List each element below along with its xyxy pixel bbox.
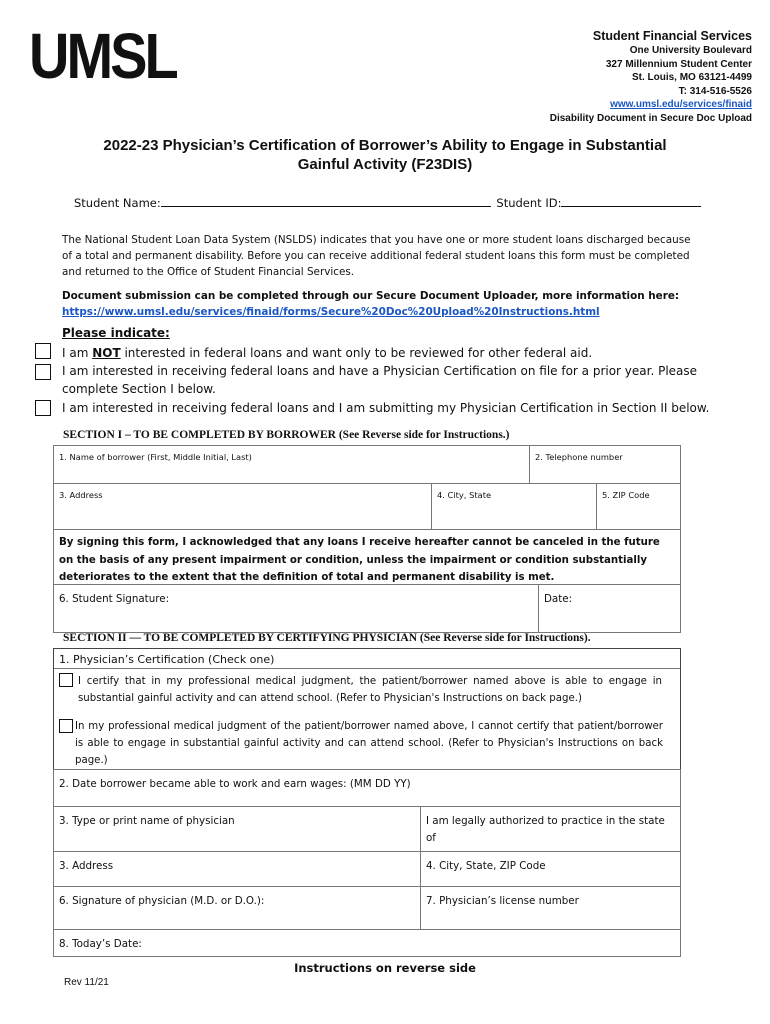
upload-note: Disability Document in Secure Doc Upload bbox=[549, 112, 752, 124]
please-indicate-heading: Please indicate: bbox=[62, 326, 170, 340]
borrower-address-field[interactable] bbox=[53, 483, 432, 530]
physician-address-label: 3. Address bbox=[59, 860, 114, 872]
student-date-label: Date: bbox=[544, 593, 573, 605]
website-link[interactable]: www.umsl.edu/services/finaid bbox=[610, 99, 752, 111]
date-able-field[interactable] bbox=[53, 769, 681, 807]
telephone-label: 2. Telephone number bbox=[535, 452, 623, 462]
physician-signature-field[interactable] bbox=[53, 886, 421, 930]
city-state-field[interactable] bbox=[431, 483, 597, 530]
student-name-field[interactable] bbox=[161, 194, 491, 207]
section-1-heading: SECTION I – TO BE COMPLETED BY BORROWER (See Reverse side for Instructions.) bbox=[63, 429, 510, 441]
student-info-row bbox=[74, 194, 701, 210]
physician-name-label: 3. Type or print name of physician bbox=[59, 815, 235, 827]
option-3-checkbox[interactable] bbox=[35, 400, 51, 416]
submission-text: Document submission can be completed through our Secure Document Uploader, more information here: bbox=[62, 290, 680, 302]
physician-signature-label: 6. Signature of physician (M.D. or D.O.): bbox=[59, 895, 265, 907]
city-state-label: 4. City, State bbox=[437, 490, 492, 500]
option-1-text bbox=[62, 344, 702, 362]
address-line-3: St. Louis, MO 63121-4499 bbox=[631, 72, 752, 84]
cert-able-checkbox[interactable] bbox=[59, 673, 73, 687]
submission-link[interactable]: https://www.umsl.edu/services/finaid/forms/Secure%20Doc%20Upload%20Instructions.html bbox=[62, 306, 600, 318]
option-2-text: I am interested in receiving federal loans and have a Physician Certification on file for a prior year. Please complete Section I below. bbox=[62, 364, 698, 396]
form-title-line-1: 2022-23 Physician’s Certification of Borrower’s Ability to Engage in Substantial bbox=[103, 137, 667, 154]
section-2-heading: SECTION II — TO BE COMPLETED BY CERTIFYING PHYSICIAN (See Reverse side for Instructions). bbox=[63, 632, 591, 644]
option-1-checkbox[interactable] bbox=[35, 343, 51, 359]
student-signature-field[interactable] bbox=[53, 584, 539, 633]
phone-line: T: 314-516-5526 bbox=[678, 85, 752, 97]
option-3-text: I am interested in receiving federal loans and I am submitting my Physician Certification in Section II below. bbox=[62, 401, 710, 415]
student-id-label: Student ID: bbox=[496, 196, 562, 210]
student-date-field[interactable] bbox=[538, 584, 681, 633]
borrower-name-field[interactable] bbox=[53, 445, 530, 484]
zip-label: 5. ZIP Code bbox=[602, 490, 650, 500]
borrower-address-label: 3. Address bbox=[59, 490, 103, 500]
address-line-2: 327 Millennium Student Center bbox=[605, 58, 752, 70]
address-line-1: One University Boulevard bbox=[629, 45, 752, 56]
form-title bbox=[40, 136, 730, 174]
option-2-checkbox[interactable] bbox=[35, 364, 51, 380]
form-title-line-2: Gainful Activity (F23DIS) bbox=[297, 156, 473, 173]
physician-city-zip-label: 4. City, State, ZIP Code bbox=[426, 860, 546, 872]
telephone-field[interactable] bbox=[529, 445, 681, 484]
physician-address-field[interactable] bbox=[53, 851, 421, 887]
option-1-pre: I am bbox=[62, 346, 93, 360]
certification-divider bbox=[54, 668, 680, 669]
cert-unable-text: In my professional medical judgment of the patient/borrower named above, I cannot certify that patient/borrower is able to engage in substantial gainful activity and can attend school. (Refer to Physician's Instructions on back page.) bbox=[75, 721, 663, 766]
authorized-state-label: I am legally authorized to practice in the state of bbox=[426, 815, 665, 844]
cert-unable-checkbox[interactable] bbox=[59, 719, 73, 733]
license-number-field[interactable] bbox=[420, 886, 681, 930]
borrower-name-label: 1. Name of borrower (First, Middle Initial, Last) bbox=[59, 452, 252, 462]
license-number-label: 7. Physician’s license number bbox=[426, 895, 579, 907]
physician-name-field[interactable] bbox=[53, 806, 421, 852]
intro-paragraph: The National Student Loan Data System (NSLDS) indicates that you have one or more student loans discharged because of a total and permanent disability. Before you can receive additional federal student loans this form must be completed and returned to the Office of Student Financial Services. bbox=[62, 234, 691, 278]
todays-date-field[interactable] bbox=[53, 929, 681, 957]
instructions-note: Instructions on reverse side bbox=[294, 961, 476, 975]
student-name-label: Student Name: bbox=[74, 196, 161, 210]
zip-field[interactable] bbox=[596, 483, 681, 530]
option-1-post: interested in federal loans and want only to be reviewed for other federal aid. bbox=[120, 346, 593, 360]
submission-note bbox=[62, 288, 712, 320]
office-name: Student Financial Services bbox=[592, 29, 752, 43]
authorized-state-field[interactable] bbox=[420, 806, 681, 852]
student-signature-label: 6. Student Signature: bbox=[59, 593, 170, 605]
office-address-block bbox=[550, 28, 752, 126]
physician-city-zip-field[interactable] bbox=[420, 851, 681, 887]
umsl-logo: UMSL bbox=[29, 19, 176, 92]
todays-date-label: 8. Today’s Date: bbox=[59, 938, 142, 950]
cert-able-text: I certify that in my professional medical judgment, the patient/borrower named above is able to engage in substantial gainful activity and can attend school. (Refer to Physician's Instructions on back page.) bbox=[78, 676, 662, 704]
student-id-field[interactable] bbox=[561, 194, 701, 207]
date-able-label: 2. Date borrower became able to work and earn wages: (MM DD YY) bbox=[59, 778, 411, 790]
option-1-not: NOT bbox=[92, 346, 121, 360]
revision-label: Rev 11/21 bbox=[64, 977, 109, 988]
acknowledgement-text: By signing this form, I acknowledged that any loans I receive hereafter cannot be canceled in the future on the basis of any present impairment or condition, unless the impairment or condition substantially deteriorates to the extent that the definition of total and permanent disability is met. bbox=[53, 529, 681, 585]
physician-certification-label: 1. Physician’s Certification (Check one) bbox=[59, 653, 275, 666]
